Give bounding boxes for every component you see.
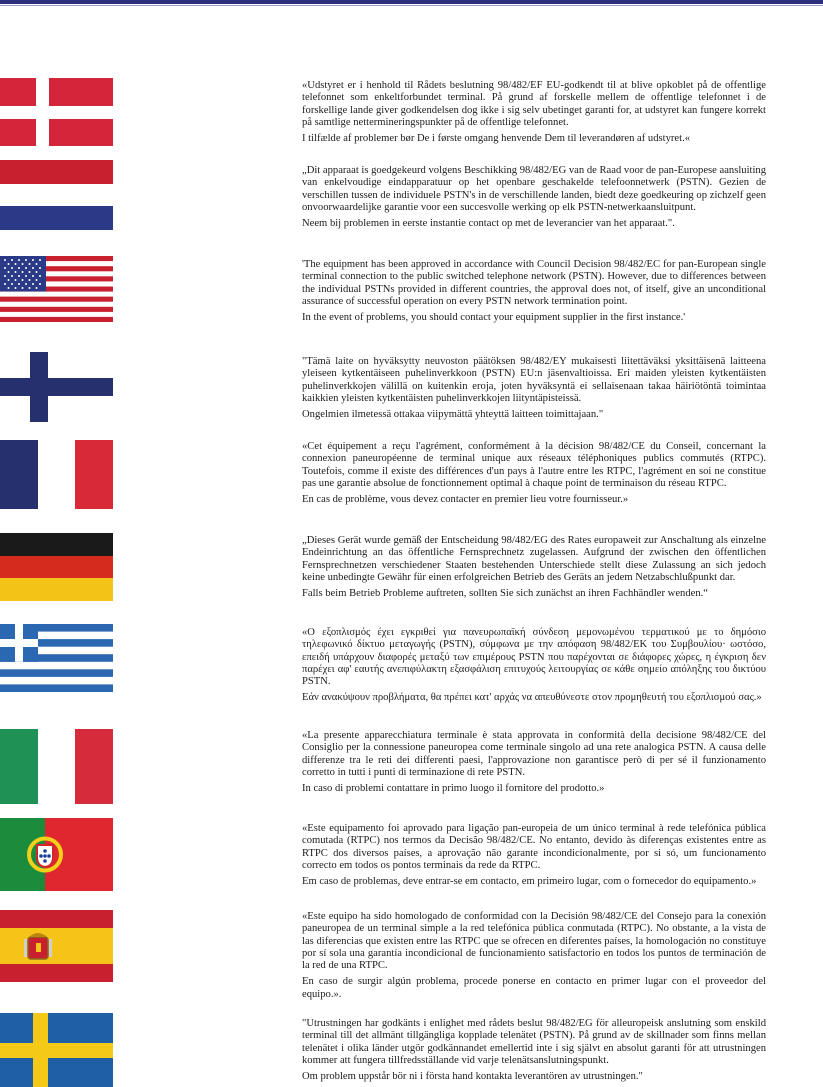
- section-spanish: [302, 911, 766, 1001]
- flag-italy: [0, 729, 113, 804]
- section-greek: [302, 627, 766, 705]
- section-english: [302, 259, 766, 324]
- contact-paragraph: Em caso de problemas, deve entrar-se em contacto, em primeiro lugar, com o fornecedor do equipamento.»: [302, 876, 757, 888]
- statement-paragraph: „Dieses Gerät wurde gemäß der Entscheidung 98/482/EG des Rates europaweit zur Anschaltung als einzelne Endeinrichtung an das öffentliche Fernsprechnetz zugelassen. Aufgrund der zwischen den öffentlichen Fernsprechnetzen verschiedener Staaten bestehenden Unterschiede stellt diese Zulassung an sich jedoch keine unbedingte Gewähr für einen erfolgreichen Betrieb des Geräts an jedem Netzabschlußpunkt dar.: [302, 535, 766, 583]
- flag-denmark: [0, 78, 113, 146]
- top-rule: [0, 5, 823, 6]
- flag-france: [0, 440, 113, 509]
- section-portuguese: [302, 823, 766, 888]
- contact-paragraph: En cas de problème, vous devez contacter en premier lieu votre fournisseur.»: [302, 494, 629, 506]
- section-swedish: [302, 1018, 766, 1083]
- statement-paragraph: "Tämä laite on hyväksytty neuvoston päätöksen 98/482/EY mukaisesti liitettäväksi yksittäisenä laitteena yleiseen kytkentäiseen puhelinverkkoon (PSTN) EU:n jäsenvaltioissa. Eri maiden yleisten kytkentäisten puhelinverkkojen välillä on kuitenkin eroja, joten hyväksyntä ei sellaisenaan takaa häiriötöntä toimintaa kaikkien yleisten kytkentäisten puhelinverkkojen liityntäpisteissä.: [302, 356, 766, 404]
- statement-paragraph: «Ο εξοπλισμός έχει εγκριθεί για πανευρωπαϊκή σύνδεση μεμονωμένου τερματικού με το δημόσιο τηλεφωνικό δίκτυο μεταγωγής (PSTN), σύμφωνα με την απόφαση 98/482/ΕΚ του Συμβουλίου· ωστόσο, επειδή υπάρχουν διαφορές μεταξύ των επιμέρους PSTN που παρέχονται σε διάφορες χώρες, η έγκριση δεν παρέχει αφ' εαυτής ανεπιφύλακτη εξασφάλιση επιτυχούς λειτουργίας σε κάθε σημείο απόληξης του δικτύου PSTN.: [302, 627, 766, 688]
- section-finnish: [302, 356, 766, 421]
- contact-paragraph: In caso di problemi contattare in primo luogo il fornitore del prodotto.»: [302, 783, 605, 795]
- flag-sweden: [0, 1013, 113, 1087]
- contact-paragraph: En caso de surgir algún problema, procede ponerse en contacto en primer lugar con el proveedor del equipo.».: [302, 976, 766, 1000]
- section-german: [302, 535, 766, 600]
- statement-paragraph: «Este equipamento foi aprovado para ligação pan-europeia de um único terminal à rede telefónica pública comutada (RTPC) nos termos da Decisão 98/482/CE. No entanto, devido às diferenças existentes entre as RTPC dos diversos países, a aprovação não garante incondicionalmente, por si só, um funcionamento correcto em todos os pontos terminais da rede da RTPC.: [302, 823, 766, 871]
- flag-finland: [0, 352, 113, 422]
- flag-usa: [0, 256, 113, 322]
- top-accent-bar: [0, 0, 823, 4]
- contact-paragraph: Om problem uppstår bör ni i första hand kontakta leverantören av utrustningen.": [302, 1071, 643, 1083]
- contact-paragraph: Ongelmien ilmetessä ottakaa viipymättä yhteyttä laitteen toimittajaan.": [302, 409, 604, 421]
- statement-paragraph: „Dit apparaat is goedgekeurd volgens Beschikking 98/482/EG van de Raad voor de pan-Europese aansluiting van enkelvoudige eindapparatuur op het openbare geschakelde telefoonnetwerk (PSTN). Gezien de verschillen tussen de individuele PSTN's in de verschillende landen, biedt deze goedkeuring op zichzelf geen onvoorwaardelijke garantie voor een succesvolle werking op elk PSTN-netwerkaansluitpunt.: [302, 165, 766, 213]
- statement-paragraph: 'The equipment has been approved in accordance with Council Decision 98/482/EC for pan-European single terminal connection to the public switched telephone network (PSTN). However, due to differences between the individual PSTNs provided in different countries, the approval does not, of itself, give an unconditional assurance of successful operation on every PSTN network termination point.: [302, 259, 766, 307]
- section-italian: [302, 730, 766, 795]
- statement-paragraph: «Udstyret er i henhold til Rådets beslutning 98/482/EF EU-godkendt til at blive opkoblet på de offentlige telefonnet som enkeltforbundet terminal. På grund af forskelle mellem de offentlige telefonnet i de forskellige lande giver godkendelsen dog ikke i sig selv ubetinget garanti for, at udstyret kan fungere korrekt på samtlige nettermineringspunkter på de offentlige telefonnet.: [302, 80, 766, 128]
- flag-portugal: [0, 818, 113, 891]
- statement-paragraph: "Utrustningen har godkänts i enlighet med rådets beslut 98/482/EG för alleuropeisk anslutning som enskild terminal till det allmänt tillgängliga kopplade telenätet (PSTN). På grund av de skillnader som finns mellan telenätet i olika länder utgör godkännandet emellertid inte i sig självt en absolut garanti för att utrustningen kommer att fungera tillfredsställande vid varje telenätsanslutningspunkt.: [302, 1018, 766, 1066]
- statement-paragraph: «La presente apparecchiatura terminale è stata approvata in conformità della decisione 98/482/CE del Consiglio per la connessione paneuropea come terminale singolo ad una rete analogica PSTN. A causa delle differenze tra le reti dei differenti paesi, l'approvazione non garantisce però di per sé il funzionamento corretto in tutti i punti di terminazione di rete PSTN.: [302, 730, 766, 778]
- statement-paragraph: «Este equipo ha sido homologado de conformidad con la Decisión 98/482/CE del Consejo para la conexión paneuropea de un terminal simple a la red telefónica pública conmutada (RTPC). No obstante, a la vista de las diferencias que existen entre las RTPC que se ofrecen en diferentes países, la homologación no constituye por sí sola una garantía incondicional de funcionamiento satisfactorio en todos los puntos de terminación de la red de una RTPC.: [302, 911, 766, 972]
- flag-netherlands: [0, 160, 113, 230]
- section-french: [302, 441, 766, 506]
- contact-paragraph: Falls beim Betrieb Probleme auftreten, sollten Sie sich zunächst an ihren Fachhändler wenden.“: [302, 588, 708, 600]
- flag-germany: [0, 533, 113, 601]
- flag-greece: [0, 624, 113, 692]
- section-danish: [302, 80, 766, 145]
- contact-paragraph: I tilfælde af problemer bør De i første omgang henvende Dem til leverandøren af udstyret.«: [302, 133, 691, 145]
- section-dutch: [302, 165, 766, 230]
- contact-paragraph: Neem bij problemen in eerste instantie contact op met de leverancier van het apparaat.".: [302, 218, 675, 230]
- contact-paragraph: In the event of problems, you should contact your equipment supplier in the first instance.': [302, 312, 686, 324]
- flag-spain: [0, 910, 113, 982]
- contact-paragraph: Εάν ανακύψουν προβλήματα, θα πρέπει κατ' αρχάς να απευθύνεστε στον προμηθευτή του εξοπλισμού σας.»: [302, 692, 762, 704]
- statement-paragraph: «Cet équipement a reçu l'agrément, conformément à la décision 98/482/CE du Conseil, concernant la connexion paneuropéenne de terminal unique aux réseaux téléphoniques publics commutés (RTPC). Toutefois, comme il existe des différences d'un pays à l'autre entre les RTPC, l'agrément en soi ne constitue pas une garantie absolue de fonctionnement optimal à chaque point de terminaison du réseau RTPC.: [302, 441, 766, 489]
